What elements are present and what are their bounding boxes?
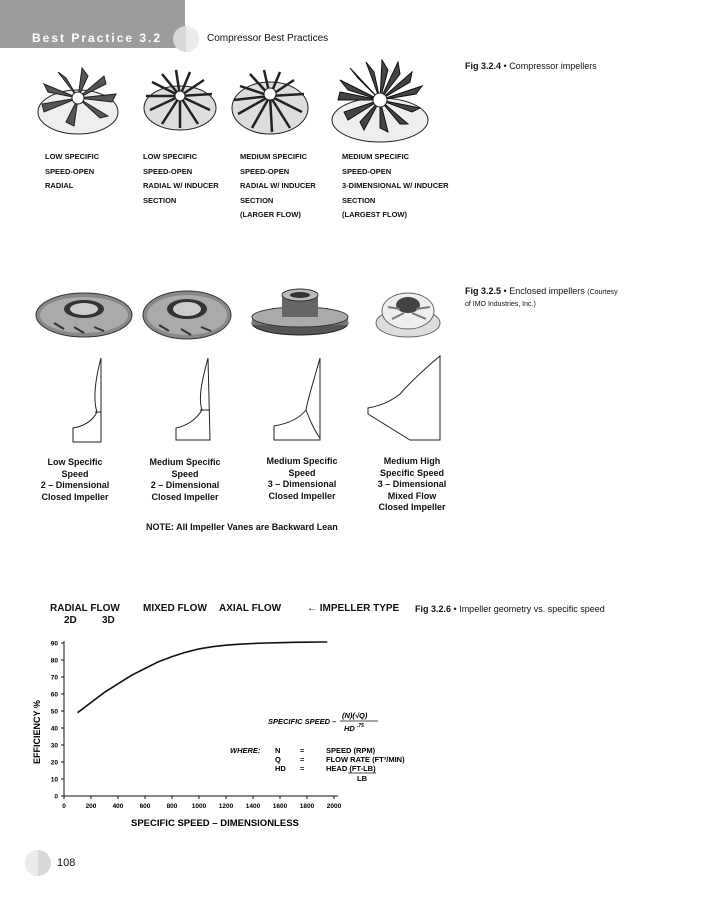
- y-tick-label: 50: [50, 708, 58, 716]
- enclosed-photo-1: [36, 293, 132, 337]
- def-sym-hd: HD: [275, 764, 286, 773]
- x-axis-label: SPECIFIC SPEED – DIMENSIONLESS: [131, 818, 299, 829]
- y-tick-label: 20: [50, 759, 58, 767]
- footer-circle: [24, 848, 52, 878]
- cross-section-1: [73, 358, 101, 442]
- impeller-drawing-3: [232, 70, 308, 134]
- enclosed-label-3: Medium Specific Speed 3 – Dimensional Closed Impeller: [266, 456, 338, 501]
- impeller-label-4: MEDIUM SPECIFIC SPEED-OPEN 3-DIMENSIONAL W/ INDUCER SECTION (LARGEST FLOW): [342, 152, 449, 219]
- y-tick-label: 0: [54, 793, 58, 801]
- header-title: Compressor Best Practices: [207, 33, 329, 44]
- x-tick-label: 800: [166, 803, 178, 810]
- cross-section-4: [368, 356, 440, 440]
- x-tick-label: 1200: [218, 803, 234, 810]
- eq-2: =: [300, 755, 305, 764]
- eq-1: =: [300, 746, 305, 755]
- lb-label: LB: [357, 774, 367, 783]
- y-tick-label: 70: [50, 674, 58, 682]
- y-tick-label: 40: [50, 725, 58, 733]
- y-tick-label: 90: [50, 640, 58, 648]
- x-tick-label: 400: [112, 803, 124, 810]
- y-ticks: [51, 641, 64, 801]
- impeller-drawing-1: [38, 68, 118, 134]
- x-tick-label: 1600: [272, 803, 288, 810]
- impeller-type-label: ← IMPELLER TYPE: [307, 603, 400, 614]
- page-number: 108: [57, 857, 76, 869]
- impeller-label-2: LOW SPECIFIC SPEED-OPEN RADIAL W/ INDUCER SECTION: [143, 152, 219, 205]
- impeller-drawing-2: [144, 70, 216, 130]
- fig-3-2-6-caption: [415, 604, 605, 614]
- x-tick-label: 2000: [326, 803, 342, 810]
- enclosed-photo-2: [143, 291, 231, 339]
- impeller-label-1: LOW SPECIFIC SPEED-OPEN RADIAL: [45, 152, 100, 190]
- def-sym-q: Q: [275, 755, 281, 764]
- y-tick-label: 60: [50, 691, 58, 699]
- def-sym-n: N: [275, 746, 281, 755]
- fig-3-2-4-caption: [465, 61, 597, 71]
- efficiency-curve: [78, 642, 328, 713]
- fig-number: Fig 3.2.5: [465, 286, 502, 296]
- fig-text: Enclosed impellers: [509, 286, 585, 296]
- header-tab-circle: [171, 24, 201, 54]
- fig-3-2-5-caption: [465, 286, 665, 310]
- def-hd: HEAD (FT-LB): [326, 764, 376, 773]
- enclosed-label-1: Low Specific Speed 2 – Dimensional Closed Impeller: [40, 457, 110, 502]
- section-label: Best Practice 3.2: [32, 31, 163, 45]
- fig-text: Compressor impellers: [509, 61, 597, 71]
- formula-exponent: .75: [357, 723, 364, 729]
- enclosed-label-2: Medium Specific Speed 2 – Dimensional Closed Impeller: [149, 457, 221, 502]
- formula-denominator: HD: [344, 724, 355, 733]
- y-tick-label: 30: [50, 742, 58, 750]
- y-tick-label: 10: [50, 776, 58, 784]
- cross-section-3: [274, 358, 320, 440]
- efficiency-chart: [30, 632, 405, 832]
- x-tick-label: 200: [85, 803, 97, 810]
- impeller-label-3: MEDIUM SPECIFIC SPEED-OPEN RADIAL W/ INDUCER SECTION (LARGER FLOW): [240, 152, 316, 219]
- enclosed-impellers-photos: [30, 285, 470, 345]
- x-ticks: [62, 796, 341, 810]
- label-2d: 2D: [64, 615, 77, 626]
- enclosed-photo-3: [252, 289, 348, 335]
- open-impellers-illustration: [30, 60, 470, 145]
- x-tick-label: 1800: [299, 803, 315, 810]
- label-3d: 3D: [102, 615, 115, 626]
- x-tick-label: 1000: [191, 803, 207, 810]
- radial-flow-label: RADIAL FLOW: [50, 603, 120, 614]
- bullet: •: [503, 286, 510, 296]
- mixed-flow-label: MIXED FLOW: [143, 603, 207, 614]
- eq-3: =: [300, 764, 305, 773]
- courtesy-b: of IMO Industries, Inc.): [465, 301, 536, 308]
- formula: [230, 711, 405, 783]
- fig-text: Impeller geometry vs. specific speed: [459, 604, 605, 614]
- formula-numerator: (N)(√Q): [342, 711, 368, 720]
- where-label: WHERE:: [230, 746, 261, 755]
- fig-number: Fig 3.2.6: [415, 604, 452, 614]
- formula-label: SPECIFIC SPEED –: [268, 717, 337, 726]
- enclosed-photo-4: [376, 293, 440, 337]
- bullet: •: [503, 61, 510, 71]
- x-tick-label: 0: [62, 803, 66, 810]
- y-axis-label: EFFICIENCY %: [32, 700, 42, 764]
- x-tick-label: 600: [139, 803, 151, 810]
- y-tick-label: 80: [50, 657, 58, 665]
- impeller-drawing-4: [332, 60, 428, 142]
- impeller-cross-sections: [30, 350, 470, 450]
- def-q: FLOW RATE (FT³/MIN): [326, 755, 405, 764]
- def-n: SPEED (RPM): [326, 746, 376, 755]
- backward-lean-note: NOTE: All Impeller Vanes are Backward Lean: [146, 522, 338, 532]
- enclosed-label-4: Medium High Specific Speed 3 – Dimensional Mixed Flow Closed Impeller: [377, 456, 447, 512]
- axial-flow-label: AXIAL FLOW: [219, 603, 282, 614]
- courtesy-a: (Courtesy: [587, 289, 618, 296]
- x-tick-label: 1400: [245, 803, 261, 810]
- fig-number: Fig 3.2.4: [465, 61, 502, 71]
- bullet: •: [453, 604, 460, 614]
- cross-section-2: [176, 358, 210, 440]
